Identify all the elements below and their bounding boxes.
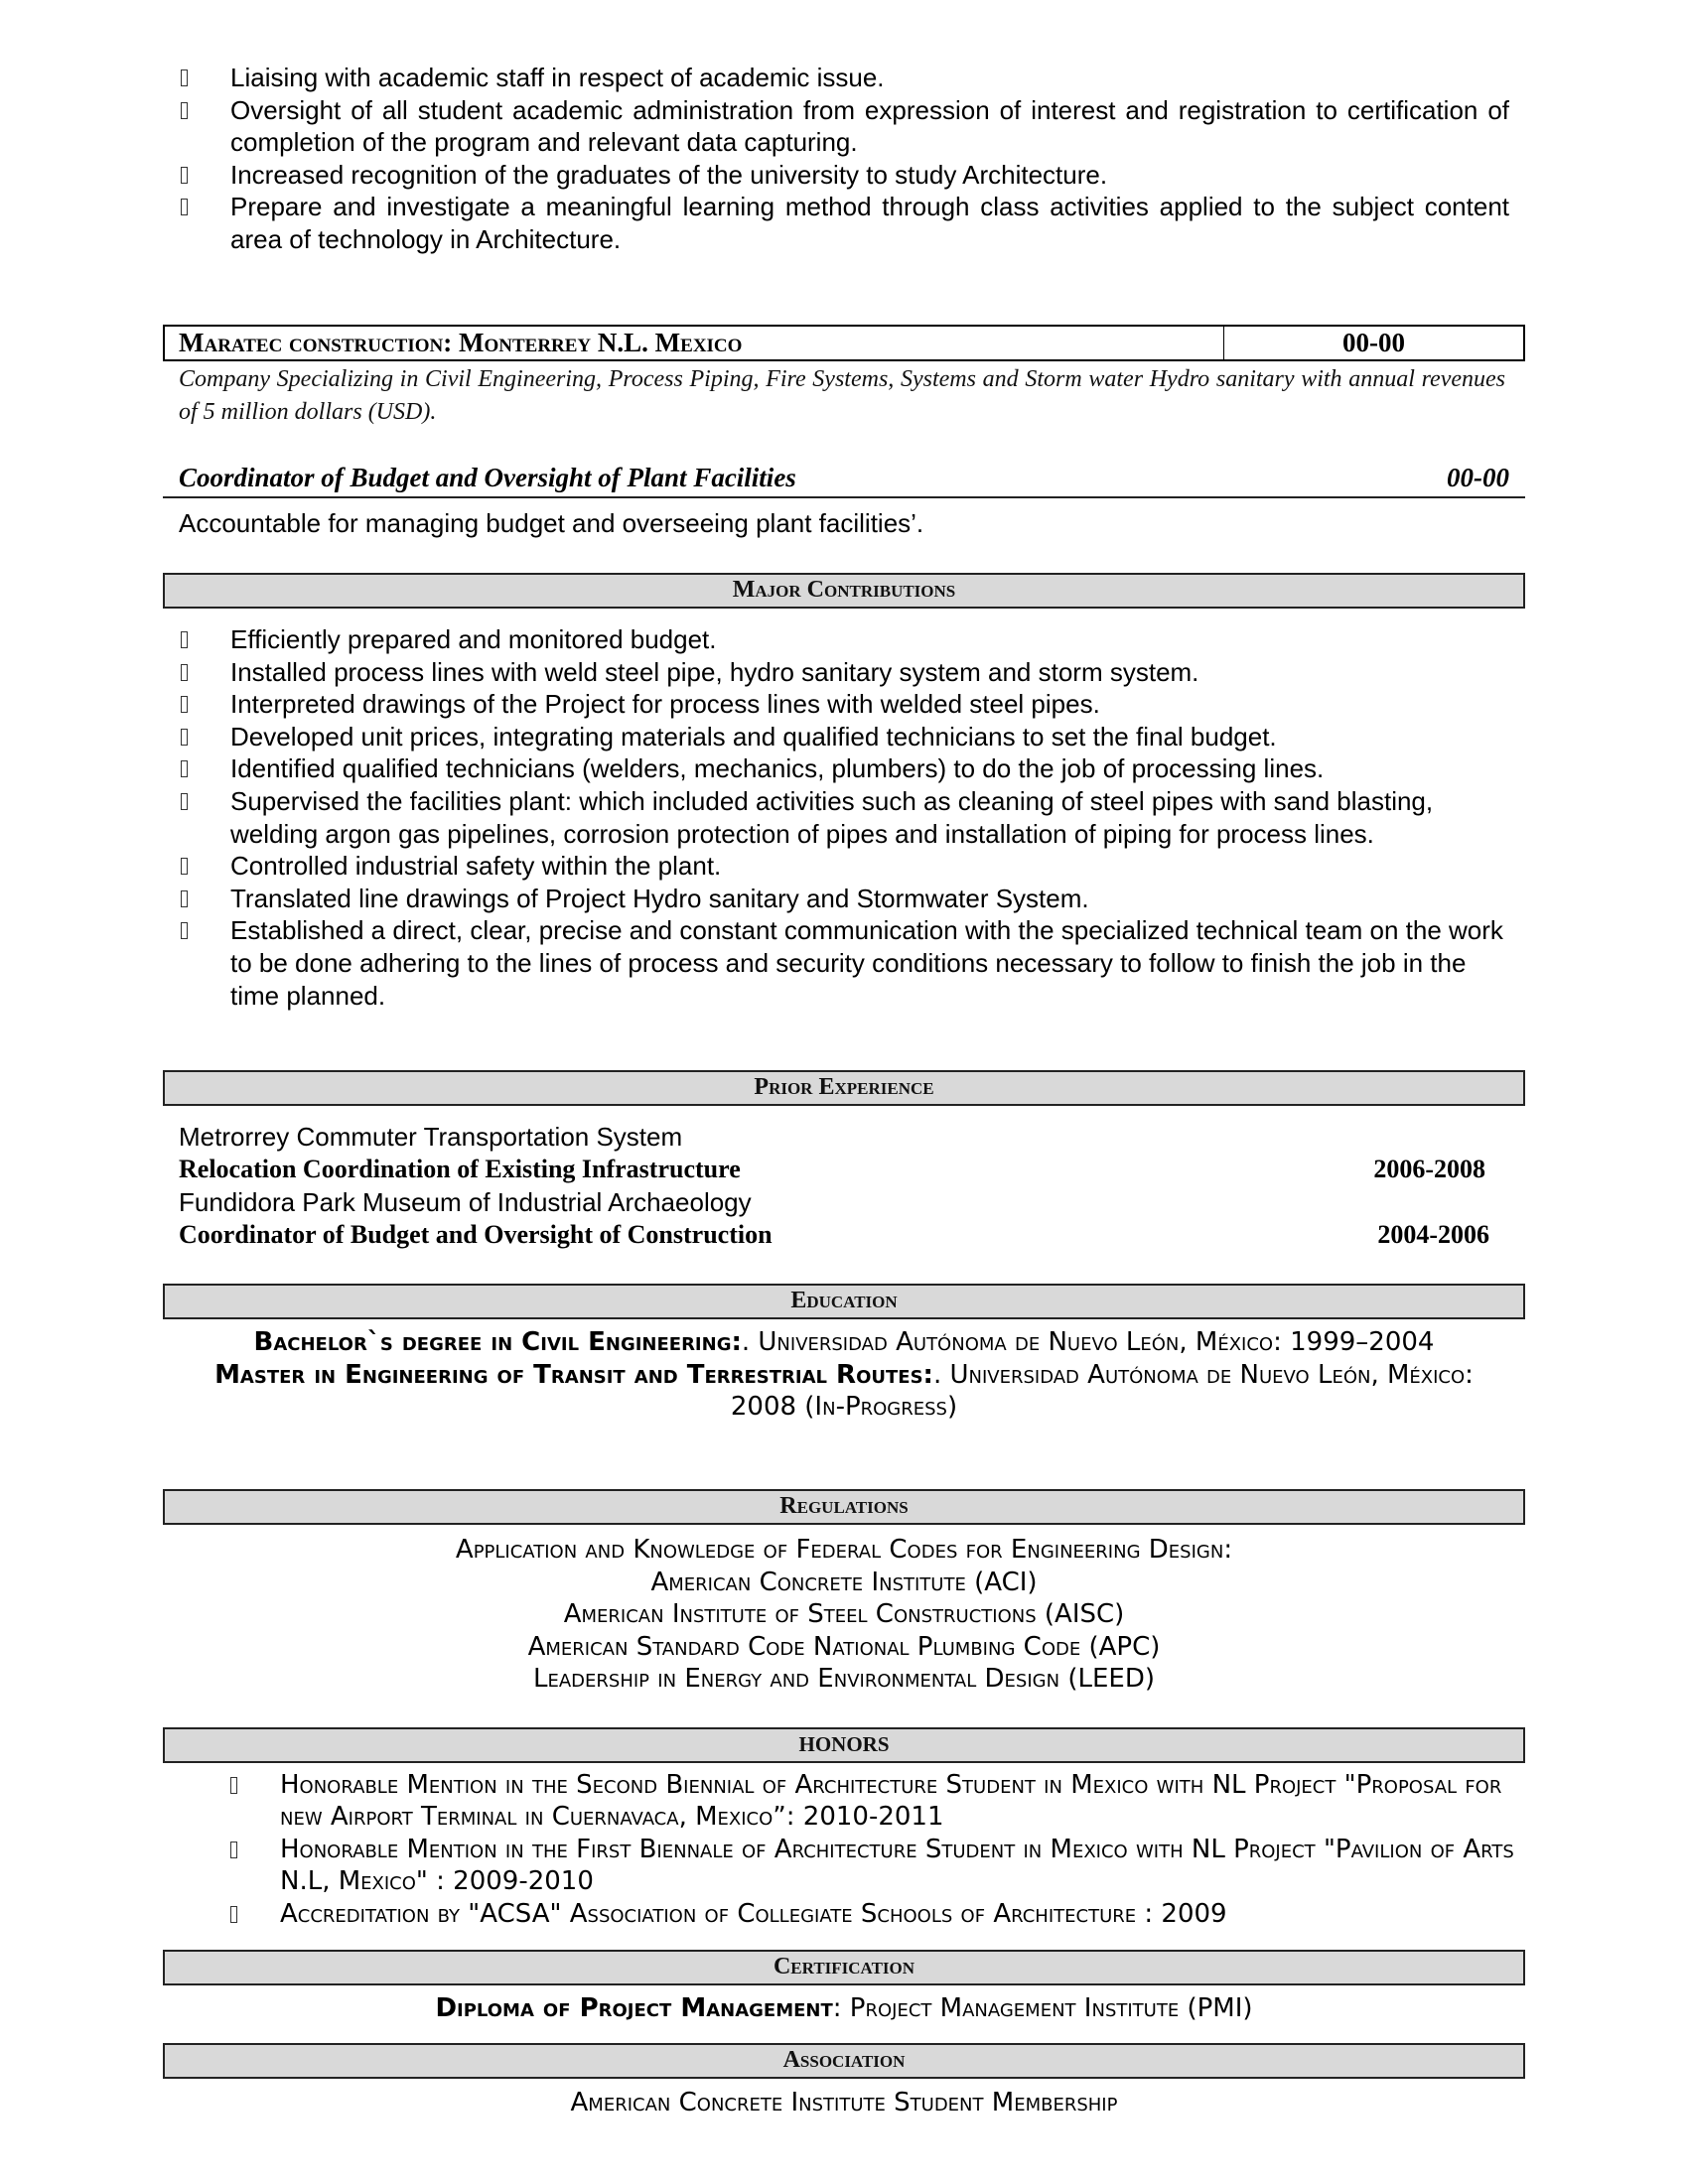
list-item: Liaising with academic staff in respect of academic issue. <box>179 62 1509 94</box>
education-list <box>179 1326 1509 1424</box>
bullet-icon <box>181 199 188 215</box>
list-item: Increased recognition of the graduates of the university to study Architecture. <box>179 159 1509 192</box>
association-line: American Concrete Institute Student Membership <box>570 2088 1118 2117</box>
education-item <box>179 1326 1509 1359</box>
bullet-icon <box>181 890 188 907</box>
role-title: Coordinator of Budget and Oversight of Plant Facilities <box>179 463 796 492</box>
regulation-item: American Standard Code National Plumbing Code (APC) <box>527 1631 1161 1662</box>
list-item: Accreditation by "ACSA" Association of Collegiate Schools of Architecture : 2009 <box>228 1898 1519 1930</box>
list-item: Controlled industrial safety within the plant. <box>179 850 1509 883</box>
company-dates: 00-00 <box>1342 328 1405 357</box>
certification-title: Diploma of Project Management <box>435 1993 833 2023</box>
company-header <box>163 325 1525 361</box>
contributions-list <box>179 623 1509 1012</box>
list-item: Developed unit prices, integrating materials and qualified technicians to set the final budget. <box>179 721 1509 753</box>
role-dates: 00-00 <box>1447 463 1509 492</box>
list-item: Supervised the facilities plant: which included activities such as cleaning of steel pipes with sand blasting, welding argon gas pipelines, corrosion protection of pipes and installation of piping for process lines. <box>179 785 1509 850</box>
regulation-item: Leadership in Energy and Environmental Design (LEED) <box>532 1664 1155 1694</box>
degree-detail: . Universidad Autónoma de Nuevo León, México: 1999–2004 <box>741 1327 1435 1357</box>
bullet-icon <box>181 167 188 184</box>
regulations-list <box>163 1534 1525 1696</box>
bullet-icon <box>181 696 188 713</box>
list-item: Interpreted drawings of the Project for process lines with welded steel pipes. <box>179 688 1509 721</box>
section-header-association: Association <box>163 2043 1525 2079</box>
certification-detail: : Project Management Institute (PMI) <box>832 1993 1253 2023</box>
list-item: Prepare and investigate a meaningful learning method through class activities applied to the subject content area of technology in Architecture. <box>179 191 1509 255</box>
list-item: Oversight of all student academic administration from expression of interest and registration to certification of completion of the program and relevant data capturing. <box>179 94 1509 159</box>
bullet-icon <box>230 1842 237 1858</box>
bullet-icon <box>181 664 188 681</box>
list-item: Installed process lines with weld steel pipe, hydro sanitary system and storm system. <box>179 656 1509 689</box>
bullet-icon <box>181 793 188 810</box>
section-header-major-contributions: Major Contributions <box>163 573 1525 609</box>
bullet-icon <box>230 1906 237 1923</box>
degree-name: Master in Engineering of Transit and Terrestrial Routes: <box>214 1359 933 1390</box>
section-header-certification: Certification <box>163 1950 1525 1985</box>
prior-role-1: Relocation Coordination of Existing Infrastructure 2006-2008 <box>179 1155 1485 1183</box>
list-item: Efficiently prepared and monitored budget. <box>179 623 1509 656</box>
prior-org-1: Metrorrey Commuter Transportation System <box>179 1122 683 1152</box>
role-summary: Accountable for managing budget and overseeing plant facilities’. <box>179 508 924 538</box>
company-description: Company Specializing in Civil Engineering, Process Piping, Fire Systems, Systems and Storm water Hydro sanitary with annual revenues of 5 million dollars (USD). <box>179 366 1505 425</box>
certification-line <box>163 1992 1525 2025</box>
list-item: Honorable Mention in the Second Biennial of Architecture Student in Mexico with NL Project "Proposal for new Airport Terminal in Cuernavaca, Mexico”: 2010-2011 <box>228 1769 1519 1834</box>
education-item <box>179 1359 1509 1424</box>
bullet-icon <box>181 102 188 119</box>
regulation-item: Application and Knowledge of Federal Codes for Engineering Design: <box>455 1535 1233 1565</box>
role-header <box>163 461 1525 498</box>
prior-dates-1: 2006-2008 <box>1373 1155 1485 1183</box>
bullet-icon <box>181 858 188 875</box>
bullet-icon <box>181 760 188 777</box>
bullet-icon <box>230 1777 237 1794</box>
prior-dates-2: 2004-2006 <box>1377 1220 1489 1249</box>
bullet-icon <box>181 69 188 86</box>
bullet-icon <box>181 631 188 648</box>
bullet-icon <box>181 729 188 746</box>
prior-role-2: Coordinator of Budget and Oversight of Construction 2004-2006 <box>179 1220 1489 1249</box>
honors-list <box>228 1769 1519 1930</box>
list-item: Translated line drawings of Project Hydro sanitary and Stormwater System. <box>179 883 1509 915</box>
company-name: Maratec construction: Monterrey N.L. Mexico <box>165 327 1224 359</box>
list-item: Identified qualified technicians (welders, mechanics, plumbers) to do the job of processing lines. <box>179 752 1509 785</box>
prior-org-2: Fundidora Park Museum of Industrial Archaeology <box>179 1187 752 1217</box>
degree-detail: . Universidad Autónoma de Nuevo León, México: 2008 (In-Progress) <box>730 1359 1474 1422</box>
section-header-honors: HONORS <box>163 1727 1525 1763</box>
section-header-education: Education <box>163 1284 1525 1319</box>
regulation-item: American Concrete Institute (ACI) <box>650 1567 1038 1597</box>
degree-name: Bachelor`s degree in Civil Engineering: <box>253 1327 742 1357</box>
list-item: Honorable Mention in the First Biennale of Architecture Student in Mexico with NL Project "Pavilion of Arts N.L, Mexico" : 2009-2010 <box>228 1834 1519 1898</box>
list-item: Established a direct, clear, precise and constant communication with the specialized technical team on the work to be done adhering to the lines of process and security conditions necessary to follow to finish the job in the time planned. <box>179 914 1509 1012</box>
intro-bullet-list <box>179 62 1509 256</box>
section-header-prior-experience: Prior Experience <box>163 1070 1525 1106</box>
regulation-item: American Institute of Steel Constructions (AISC) <box>563 1599 1125 1629</box>
bullet-icon <box>181 922 188 939</box>
section-header-regulations: Regulations <box>163 1489 1525 1525</box>
